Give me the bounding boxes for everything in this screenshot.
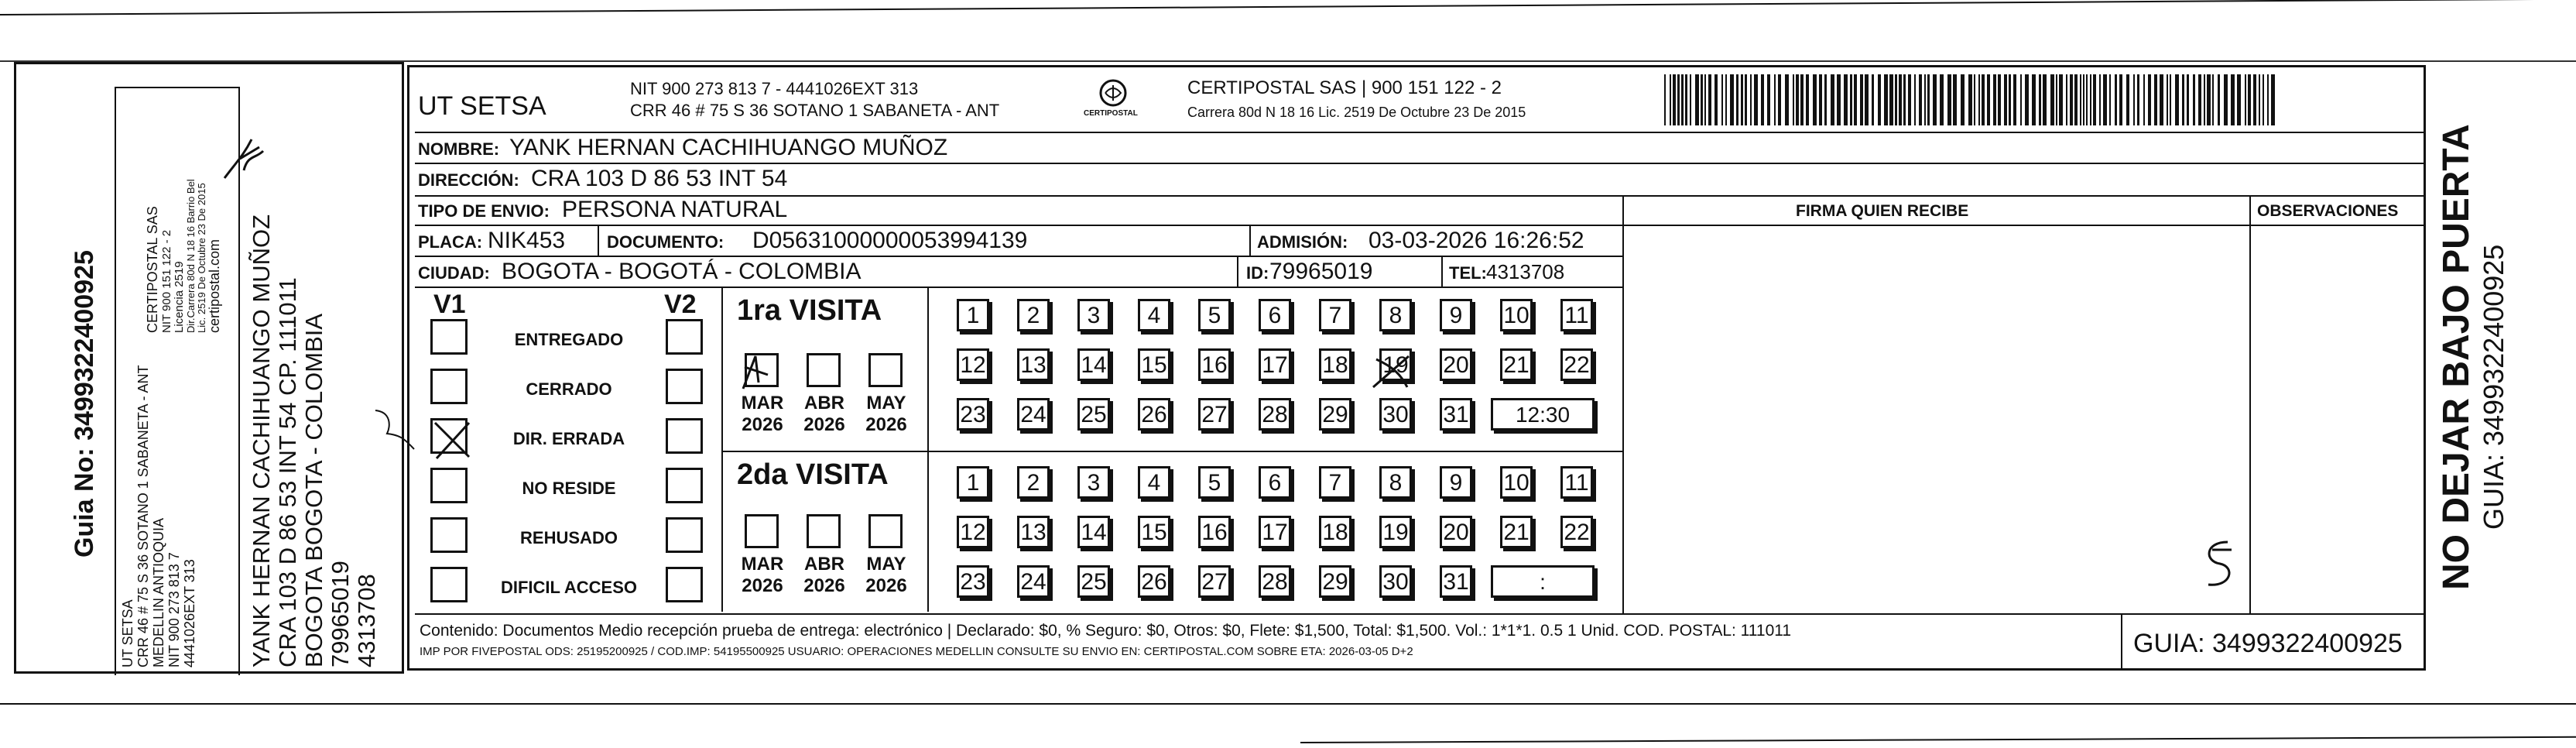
stamp-line: Lic. 2519 De Octubre 23 De 2015 xyxy=(196,183,207,333)
day-box[interactable]: 25 xyxy=(1077,565,1110,598)
day-box[interactable]: 28 xyxy=(1259,565,1291,598)
barcode-bar xyxy=(1978,74,1980,125)
time-box[interactable]: : xyxy=(1491,565,1595,598)
barcode-bar xyxy=(1725,74,1727,125)
year-label: 2026 xyxy=(803,414,845,435)
firma-header-line xyxy=(1622,225,2426,226)
year-label: 2026 xyxy=(803,575,845,596)
barcode-bar xyxy=(1745,74,1747,125)
barcode-bar xyxy=(2115,74,2117,125)
day-box[interactable]: 15 xyxy=(1138,348,1170,381)
day-box[interactable]: 23 xyxy=(957,565,989,598)
direccion-value: CRA 103 D 86 53 INT 54 xyxy=(531,166,788,191)
barcode-bar xyxy=(1785,74,1789,125)
stub-top-line xyxy=(115,87,240,88)
tel-label: TEL: xyxy=(1449,263,1487,283)
v1-checkbox[interactable] xyxy=(430,517,468,553)
stub-sender-line: 4441026EXT 313 xyxy=(182,559,197,667)
day-box[interactable]: 20 xyxy=(1440,516,1472,548)
stub-recipient-line: YANK HERNAN CACHIHUANGO MUÑOZ xyxy=(248,214,275,667)
barcode-bar xyxy=(1927,74,1930,125)
barcode-bar xyxy=(1677,74,1680,125)
row-line xyxy=(415,132,2426,133)
barcode-bar xyxy=(2020,74,2022,125)
day-box[interactable]: 18 xyxy=(1319,516,1351,548)
admision-label: ADMISIÓN: xyxy=(1257,232,1348,252)
barcode-bar xyxy=(1987,74,1990,125)
v1-label: V1 xyxy=(433,290,466,319)
barcode-bar xyxy=(1761,74,1764,125)
day-box[interactable]: 27 xyxy=(1198,565,1231,598)
barcode-bar xyxy=(1924,74,1926,125)
stub-guia-number: Guia No: 3499322400925 xyxy=(70,250,99,558)
day-box[interactable]: 19 xyxy=(1379,516,1412,548)
barcode-bar xyxy=(1933,74,1937,125)
carrier-address: Carrera 80d N 18 16 Lic. 2519 De Octubre 23 De 2015 xyxy=(1187,105,1526,120)
day-box[interactable]: 22 xyxy=(1560,348,1593,381)
reason-label: ENTREGADO xyxy=(514,330,624,349)
day-box[interactable]: 1 xyxy=(957,299,989,331)
barcode-bar xyxy=(1947,74,1951,125)
row-line xyxy=(415,163,2426,164)
month-checkbox[interactable] xyxy=(807,353,841,387)
day-box[interactable]: 16 xyxy=(1198,516,1231,548)
barcode-bar xyxy=(1778,74,1781,125)
day-box[interactable]: 21 xyxy=(1500,348,1533,381)
barcode-bar xyxy=(2043,74,2047,125)
barcode-bar xyxy=(2056,74,2057,125)
id-value: 79965019 xyxy=(1269,259,1373,284)
barcode-bar xyxy=(2086,74,2088,125)
id-label: ID: xyxy=(1246,263,1269,283)
barcode-bar xyxy=(1681,74,1684,125)
day-box[interactable]: 25 xyxy=(1077,398,1110,431)
barcode-bar xyxy=(2004,74,2007,125)
footer-divider xyxy=(2121,613,2122,669)
barcode-bar xyxy=(2032,74,2036,125)
company-address: CRR 46 # 75 S 36 SOTANO 1 SABANETA - ANT xyxy=(630,101,1000,120)
day-box[interactable]: 13 xyxy=(1017,516,1050,548)
barcode-bar xyxy=(1806,74,1809,125)
barcode-bar xyxy=(2237,74,2241,125)
barcode-bar xyxy=(1831,74,1834,125)
reason-label: DIR. ERRADA xyxy=(512,429,625,448)
reason-label: REHUSADO xyxy=(520,528,618,547)
day-box[interactable]: 12 xyxy=(957,348,989,381)
barcode-bar xyxy=(1895,74,1897,125)
stub-sender-line: NIT 900 273 813 7 xyxy=(166,552,182,667)
day-box[interactable]: 11 xyxy=(1560,299,1593,331)
imp-line: IMP POR FIVEPOSTAL ODS: 25195200925 / COD.IMP: 54195500925 USUARIO: OPERACIONES MEDELLIN CONSULTE SU ENVIO EN: CERTIPOSTAL.COM SOBRE ETA: 2026-03-05 D+2 xyxy=(420,645,1413,658)
day-box[interactable]: 30 xyxy=(1379,398,1412,431)
v2-checkbox[interactable] xyxy=(666,517,703,553)
day-box[interactable]: 23 xyxy=(957,398,989,431)
barcode-bar xyxy=(1800,74,1804,125)
barcode-bar xyxy=(1708,74,1711,125)
barcode-bar xyxy=(1899,74,1902,125)
checkmark-day-19 xyxy=(1370,352,1413,392)
barcode-bar xyxy=(1750,74,1752,125)
direccion-label: DIRECCIÓN: xyxy=(418,170,519,190)
barcode-bar xyxy=(1767,74,1770,125)
barcode-bar xyxy=(1914,74,1916,125)
barcode-bar xyxy=(1813,74,1817,125)
signature-scribble xyxy=(221,132,267,186)
barcode-bar xyxy=(2103,74,2107,125)
day-box[interactable]: 15 xyxy=(1138,516,1170,548)
day-box[interactable]: 4 xyxy=(1138,299,1170,331)
day-box[interactable]: 7 xyxy=(1319,299,1351,331)
barcode-bar xyxy=(2154,74,2157,125)
barcode-bar xyxy=(1695,74,1699,125)
barcode-bar xyxy=(2175,74,2179,125)
barcode-bar xyxy=(1982,74,1985,125)
day-box[interactable]: 3 xyxy=(1077,299,1110,331)
day-box[interactable]: 28 xyxy=(1259,398,1291,431)
barcode-bar xyxy=(2133,74,2135,125)
day-box[interactable]: 8 xyxy=(1379,466,1412,499)
v2-checkbox[interactable] xyxy=(666,418,703,454)
month-checkbox[interactable] xyxy=(745,514,779,548)
barcode-bar xyxy=(2090,74,2091,125)
day-box[interactable]: 24 xyxy=(1017,565,1050,598)
barcode-bar xyxy=(1704,74,1706,125)
stub-sender-line: MEDELLIN ANTIOQUIA xyxy=(151,517,166,667)
cell-divider xyxy=(598,225,599,256)
day-box[interactable]: 30 xyxy=(1379,565,1412,598)
barcode-bar xyxy=(2143,74,2145,125)
v2-label: V2 xyxy=(664,290,697,319)
barcode-bar xyxy=(2083,74,2084,125)
observaciones-handwritten xyxy=(2197,534,2243,596)
barcode-bar xyxy=(2009,74,2011,125)
day-box[interactable]: 19 xyxy=(1379,348,1412,381)
barcode-bar xyxy=(2093,74,2096,125)
day-box[interactable]: 26 xyxy=(1138,565,1170,598)
scan-edge-bottom-right xyxy=(1300,736,2576,743)
barcode-bar xyxy=(1961,74,1965,125)
barcode-bar xyxy=(1673,74,1676,125)
day-box[interactable]: 17 xyxy=(1259,348,1291,381)
day-box[interactable]: 17 xyxy=(1259,516,1291,548)
barcode-bar xyxy=(1908,74,1911,125)
barcode-bar xyxy=(2204,74,2205,125)
reason-label: NO RESIDE xyxy=(522,479,616,498)
day-box[interactable]: 10 xyxy=(1500,299,1533,331)
stamp-line: NIT 900 151 122 - 2 xyxy=(160,229,173,333)
visit-separator xyxy=(723,451,1622,452)
day-box[interactable]: 29 xyxy=(1319,565,1351,598)
barcode-bar xyxy=(2253,74,2256,125)
month-label: MAR xyxy=(741,393,784,413)
day-box[interactable]: 8 xyxy=(1379,299,1412,331)
barcode-graphic xyxy=(1664,74,2276,125)
barcode-bar xyxy=(1878,74,1881,125)
barcode-bar xyxy=(1796,74,1799,125)
tipo-envio-label: TIPO DE ENVIO: xyxy=(418,201,550,221)
barcode-bar xyxy=(1721,74,1723,125)
barcode-bar xyxy=(2198,74,2201,125)
stamp-line: CERTIPOSTAL SAS xyxy=(145,206,160,333)
day-box[interactable]: 5 xyxy=(1198,466,1231,499)
v1-checkbox[interactable] xyxy=(430,319,468,355)
v2-checkbox[interactable] xyxy=(666,567,703,602)
logo-text: CERTIPOSTAL xyxy=(1084,109,1138,118)
day-box[interactable]: 20 xyxy=(1440,348,1472,381)
barcode-bar xyxy=(1741,74,1743,125)
year-label: 2026 xyxy=(742,414,783,435)
barcode-bar xyxy=(2218,74,2220,125)
barcode-bar xyxy=(2231,74,2235,125)
year-label: 2026 xyxy=(865,414,907,435)
v1-checkbox[interactable] xyxy=(430,369,468,404)
stub-sender-line: CRR 46 # 75 S 36 SOTANO 1 SABANETA - ANT xyxy=(135,365,151,667)
tipo-envio-value: PERSONA NATURAL xyxy=(562,197,788,222)
day-box[interactable]: 27 xyxy=(1198,398,1231,431)
day-box[interactable]: 31 xyxy=(1440,565,1472,598)
day-box[interactable]: 6 xyxy=(1259,466,1291,499)
barcode-bar xyxy=(1754,74,1758,125)
second-visit-label: 2da VISITA xyxy=(737,458,889,491)
barcode-bar xyxy=(1889,74,1893,125)
barcode-bar xyxy=(1884,74,1888,125)
v2-checkbox[interactable] xyxy=(666,468,703,503)
cell-divider xyxy=(1249,225,1251,256)
barcode-bar xyxy=(2148,74,2151,125)
cell-divider xyxy=(1441,256,1443,287)
ciudad-label: CIUDAD: xyxy=(418,263,490,283)
day-box[interactable]: 18 xyxy=(1319,348,1351,381)
barcode-bar xyxy=(2263,74,2264,125)
observaciones-column-divider xyxy=(2249,195,2251,613)
stub-recipient-line: 4313708 xyxy=(353,574,380,667)
barcode-bar xyxy=(1919,74,1922,125)
barcode-bar xyxy=(2259,74,2260,125)
barcode-bar xyxy=(1730,74,1734,125)
barcode-bar xyxy=(1860,74,1863,125)
right-guia: GUIA: 3499322400925 xyxy=(2478,244,2509,530)
day-box[interactable]: 2 xyxy=(1017,299,1050,331)
day-box[interactable]: 21 xyxy=(1500,516,1533,548)
barcode-bar xyxy=(2013,74,2016,125)
barcode-bar xyxy=(1953,74,1957,125)
stub-divider-left xyxy=(115,87,116,675)
month-label: MAY xyxy=(866,554,906,575)
barcode-bar xyxy=(1854,74,1857,125)
barcode-bar xyxy=(1993,74,1996,125)
barcode-bar xyxy=(1850,74,1852,125)
barcode-bar xyxy=(2074,74,2078,125)
barcode-bar xyxy=(1685,74,1687,125)
barcode-bar xyxy=(1872,74,1874,125)
day-box[interactable]: 2 xyxy=(1017,466,1050,499)
barcode-bar xyxy=(2025,74,2029,125)
barcode-bar xyxy=(2109,74,2111,125)
barcode-bar xyxy=(2212,74,2214,125)
placa-value: NIK453 xyxy=(488,228,566,253)
firma-column-divider xyxy=(1622,195,1624,613)
day-box[interactable]: 14 xyxy=(1077,348,1110,381)
scan-edge-top xyxy=(0,0,2576,15)
barcode-bar xyxy=(1974,74,1975,125)
scan-edge-bottom xyxy=(0,703,2576,705)
checkmark-dir-errada xyxy=(430,418,474,461)
barcode-bar xyxy=(2039,74,2041,125)
barcode-bar xyxy=(1824,74,1827,125)
barcode-bar xyxy=(1837,74,1841,125)
barcode-bar xyxy=(2182,74,2184,125)
stub-recipient-line: CRA 103 D 86 53 INT 54 CP. 111011 xyxy=(274,277,301,667)
month-checkbox[interactable] xyxy=(807,514,841,548)
barcode-bar xyxy=(2248,74,2251,125)
cell-divider xyxy=(1237,256,1238,287)
stub-sender-line: UT SETSA xyxy=(120,599,135,667)
month-checkbox[interactable] xyxy=(868,353,903,387)
admision-value: 03-03-2026 16:26:52 xyxy=(1368,228,1584,253)
firma-label: FIRMA QUIEN RECIBE xyxy=(1796,202,1969,220)
nombre-value: YANK HERNAN CACHIHUANGO MUÑOZ xyxy=(509,135,948,160)
stub-website: certipostal.com xyxy=(207,238,222,333)
carrier-name: CERTIPOSTAL SAS | 900 151 122 - 2 xyxy=(1187,77,1502,98)
company-nit: NIT 900 273 813 7 - 4441026EXT 313 xyxy=(630,79,919,98)
barcode-bar xyxy=(2059,74,2063,125)
reasons-divider xyxy=(721,287,723,612)
barcode-bar xyxy=(2137,74,2139,125)
barcode-bar xyxy=(1865,74,1869,125)
day-box[interactable]: 7 xyxy=(1319,466,1351,499)
documento-value: D05631000000053994139 xyxy=(752,228,1028,253)
month-label: ABR xyxy=(804,393,844,413)
barcode-bar xyxy=(2070,74,2073,125)
ciudad-value: BOGOTA - BOGOTÁ - COLOMBIA xyxy=(502,259,862,284)
barcode-bar xyxy=(1736,74,1738,125)
barcode-bar xyxy=(1968,74,1972,125)
barcode-bar xyxy=(2126,74,2129,125)
company-name: UT SETSA xyxy=(418,91,546,121)
v1-checkbox[interactable] xyxy=(430,567,468,602)
day-box[interactable]: 9 xyxy=(1440,466,1472,499)
day-box[interactable]: 29 xyxy=(1319,398,1351,431)
barcode-bar xyxy=(1774,74,1776,125)
stamp-line: Dir.Carrera 80d N 18 16 Barrio Bel xyxy=(185,179,197,333)
barcode-bar xyxy=(2267,74,2269,125)
v2-checkbox[interactable] xyxy=(666,369,703,404)
placa-label: PLACA: xyxy=(418,232,483,252)
day-box[interactable]: 10 xyxy=(1500,466,1533,499)
stamp-line: Licencia 2519 xyxy=(173,261,186,333)
day-box[interactable]: 26 xyxy=(1138,398,1170,431)
no-dejar-bajo-puerta: NO DEJAR BAJO PUERTA xyxy=(2436,124,2477,590)
visit-months-divider xyxy=(927,287,929,612)
day-box[interactable]: 5 xyxy=(1198,299,1231,331)
barcode-bar xyxy=(2066,74,2067,125)
certipostal-logo-icon xyxy=(1082,77,1144,108)
barcode-bar xyxy=(2050,74,2054,125)
barcode-bar xyxy=(2224,74,2228,125)
row-line xyxy=(415,287,1622,288)
day-box[interactable]: 14 xyxy=(1077,516,1110,548)
checkmark-march xyxy=(735,352,774,392)
barcode-bar xyxy=(2245,74,2246,125)
tel-value: 4313708 xyxy=(1486,260,1565,283)
barcode-bar xyxy=(2099,74,2101,125)
barcode-bar xyxy=(1940,74,1944,125)
barcode-bar xyxy=(1793,74,1794,125)
barcode-bar xyxy=(1844,74,1848,125)
day-box[interactable]: 3 xyxy=(1077,466,1110,499)
barcode-bar xyxy=(1701,74,1703,125)
year-label: 2026 xyxy=(742,575,783,596)
barcode-bar xyxy=(2187,74,2189,125)
barcode-bar xyxy=(2167,74,2168,125)
barcode xyxy=(1664,74,2276,125)
year-label: 2026 xyxy=(865,575,907,596)
certipostal-logo xyxy=(1082,77,1144,124)
day-box[interactable]: 24 xyxy=(1017,398,1050,431)
day-box[interactable]: 12 xyxy=(957,516,989,548)
day-box[interactable]: 4 xyxy=(1138,466,1170,499)
barcode-bar xyxy=(1670,74,1671,125)
first-visit-label: 1ra VISITA xyxy=(737,294,882,327)
day-box[interactable]: 16 xyxy=(1198,348,1231,381)
day-box[interactable]: 1 xyxy=(957,466,989,499)
barcode-bar xyxy=(2160,74,2163,125)
barcode-bar xyxy=(2119,74,2122,125)
footer-line xyxy=(415,613,2426,615)
day-box[interactable]: 22 xyxy=(1560,516,1593,548)
day-box[interactable]: 13 xyxy=(1017,348,1050,381)
month-label: MAY xyxy=(866,393,906,413)
barcode-bar xyxy=(2080,74,2081,125)
v1-checkbox[interactable] xyxy=(430,468,468,503)
observaciones-label: OBSERVACIONES xyxy=(2257,202,2399,220)
barcode-bar xyxy=(1903,74,1906,125)
month-label: MAR xyxy=(741,554,784,575)
barcode-bar xyxy=(1998,74,2001,125)
barcode-bar xyxy=(2207,74,2211,125)
v2-checkbox[interactable] xyxy=(666,319,703,355)
contenido-line: Contenido: Documentos Medio recepción prueba de entrega: electrónico | Declarado: $0, % Seguro: $0, Otros: $0, Flete: $1,500, Total: $1,500. Vol.: 1*1*1. 0.5 1 Unid. COD. POSTAL: 111011 xyxy=(420,622,1792,640)
stub-recipient-line: BOGOTA BOGOTA - COLOMBIA xyxy=(300,313,327,667)
barcode-bar xyxy=(2193,74,2195,125)
footer-guia: GUIA: 3499322400925 xyxy=(2133,629,2403,658)
barcode-bar xyxy=(1819,74,1822,125)
day-box[interactable]: 9 xyxy=(1440,299,1472,331)
day-box[interactable]: 31 xyxy=(1440,398,1472,431)
nombre-label: NOMBRE: xyxy=(418,139,500,159)
month-label: ABR xyxy=(804,554,844,575)
reason-label: CERRADO xyxy=(526,379,612,399)
reason-label: DIFICIL ACCESO xyxy=(500,578,637,597)
documento-label: DOCUMENTO: xyxy=(607,232,724,252)
stub-recipient-line: 79965019 xyxy=(327,561,354,667)
barcode-bar xyxy=(1664,74,1666,125)
month-checkbox[interactable] xyxy=(868,514,903,548)
day-box[interactable]: 11 xyxy=(1560,466,1593,499)
day-box[interactable]: 6 xyxy=(1259,299,1291,331)
barcode-bar xyxy=(2271,74,2275,125)
barcode-bar xyxy=(1714,74,1718,125)
barcode-bar xyxy=(1690,74,1691,125)
time-box[interactable]: 12:30 xyxy=(1491,398,1595,431)
barcode-bar xyxy=(2170,74,2171,125)
